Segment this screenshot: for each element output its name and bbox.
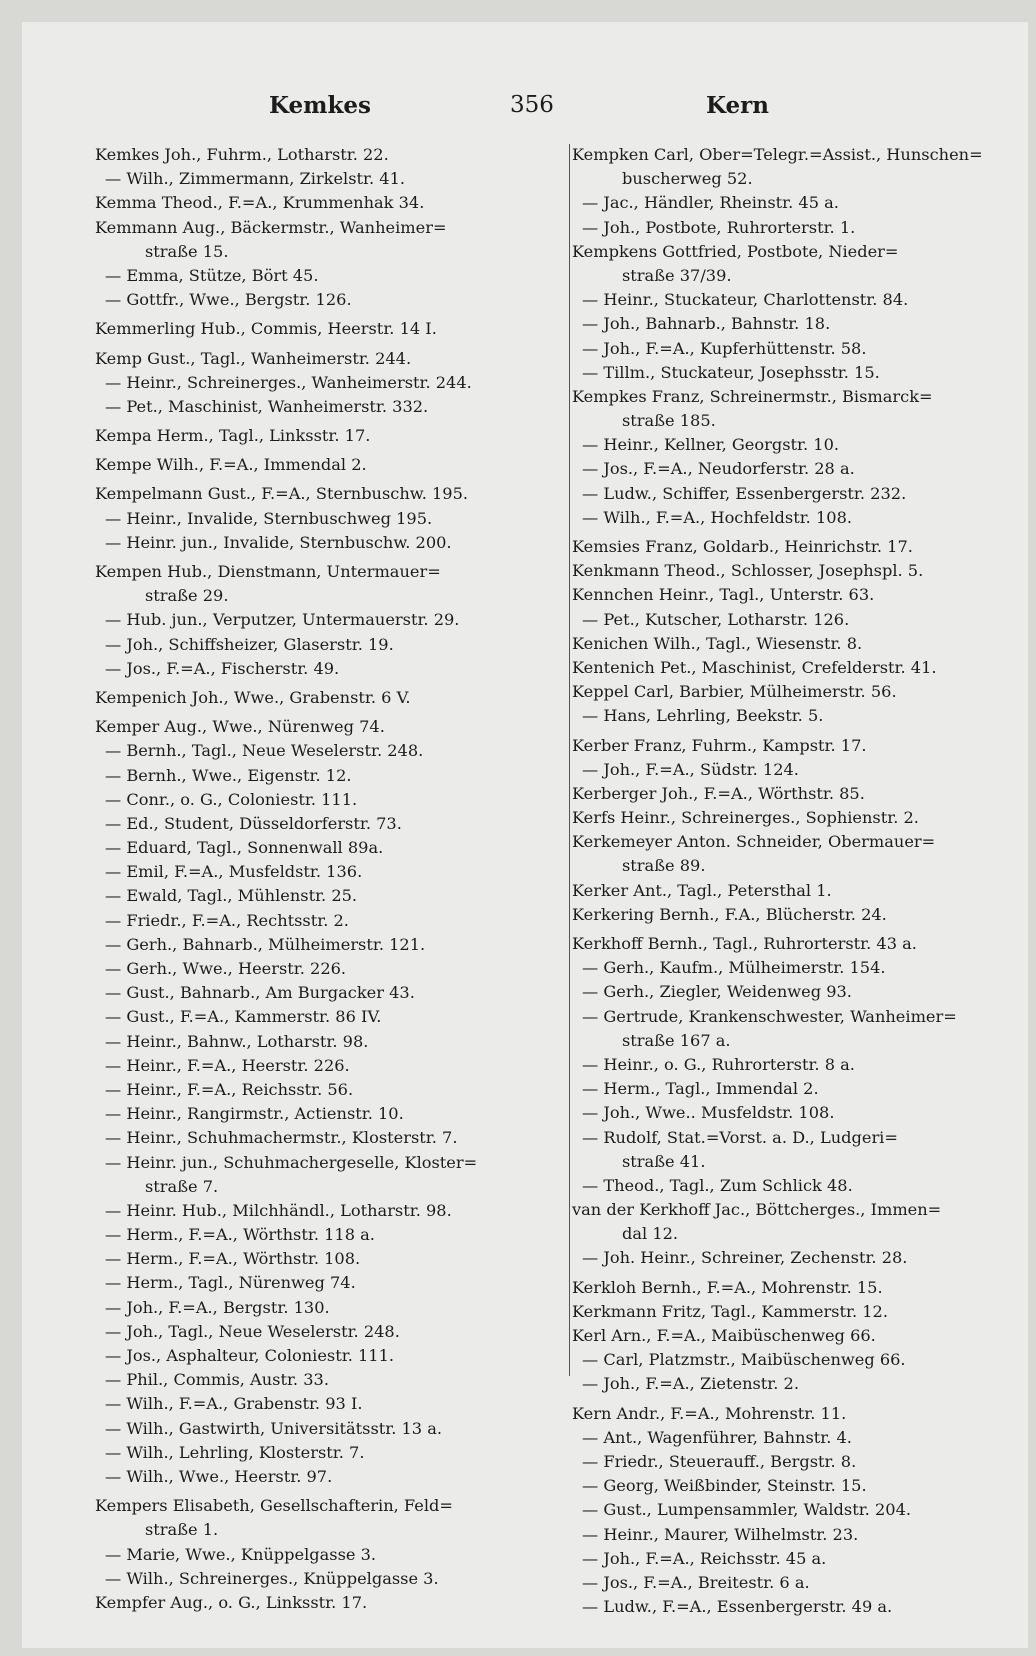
directory-entry: — Joh. Heinr., Schreiner, Zechenstr. 28.: [582, 1248, 908, 1268]
directory-entry: — Wilh., F.=A., Hochfeldstr. 108.: [582, 507, 853, 527]
directory-entry: Kempkens Gottfried, Postbote, Nieder=: [572, 241, 899, 261]
directory-entry: — Heinr. jun., Schuhmachergeselle, Kloster=: [105, 1152, 478, 1172]
directory-entry: — Ludw., F.=A., Essenbergerstr. 49 a.: [582, 1597, 893, 1617]
directory-entry: — Heinr. Hub., Milchhändl., Lotharstr. 98.: [105, 1200, 452, 1220]
directory-entry: — Emil, F.=A., Musfeldstr. 136.: [105, 862, 363, 882]
directory-entry: — Ludw., Schiffer, Essenbergerstr. 232.: [582, 483, 907, 503]
entry-continuation: straße 1.: [145, 1520, 219, 1540]
directory-entry: Kerker Ant., Tagl., Petersthal 1.: [572, 880, 832, 900]
directory-entry: — Ewald, Tagl., Mühlenstr. 25.: [105, 886, 358, 906]
column-divider: [569, 144, 570, 1376]
directory-entry: — Joh., Wwe.. Musfeldstr. 108.: [582, 1103, 835, 1123]
directory-entry: — Gust., F.=A., Kammerstr. 86 IV.: [105, 1007, 382, 1027]
directory-entry: — Tillm., Stuckateur, Josephsstr. 15.: [582, 362, 880, 382]
directory-entry: Kemma Theod., F.=A., Krummenhak 34.: [95, 193, 425, 213]
directory-entry: Kenichen Wilh., Tagl., Wiesenstr. 8.: [572, 633, 863, 653]
directory-entry: — Joh., F.=A., Reichsstr. 45 a.: [582, 1548, 827, 1568]
directory-page: [22, 22, 1028, 1648]
directory-entry: — Wilh., Zimmermann, Zirkelstr. 41.: [105, 169, 406, 189]
entry-continuation: buscherweg 52.: [622, 169, 753, 189]
directory-entry: — Ant., Wagenführer, Bahnstr. 4.: [582, 1427, 852, 1447]
directory-entry: — Marie, Wwe., Knüppelgasse 3.: [105, 1544, 377, 1564]
directory-entry: — Wilh., Lehrling, Klosterstr. 7.: [105, 1442, 365, 1462]
directory-entry: — Gertrude, Krankenschwester, Wanheimer=: [582, 1006, 957, 1026]
directory-entry: — Joh., F.=A., Südstr. 124.: [582, 759, 799, 779]
entry-continuation: straße 41.: [622, 1151, 706, 1171]
left-column: [95, 143, 565, 1615]
directory-entry: — Joh., Bahnarb., Bahnstr. 18.: [582, 314, 831, 334]
directory-entry: Kerberger Joh., F.=A., Wörthstr. 85.: [572, 783, 865, 803]
directory-entry: — Wilh., F.=A., Grabenstr. 93 I.: [105, 1394, 363, 1414]
entry-continuation: straße 29.: [145, 586, 229, 606]
directory-entry: — Heinr., Bahnw., Lotharstr. 98.: [105, 1031, 369, 1051]
directory-entry: Kerkmann Fritz, Tagl., Kammerstr. 12.: [572, 1301, 888, 1321]
directory-entry: Kenkmann Theod., Schlosser, Josephspl. 5.: [572, 561, 924, 581]
directory-entry: — Herm., F.=A., Wörthstr. 108.: [105, 1249, 361, 1269]
directory-entry: — Ed., Student, Düsseldorferstr. 73.: [105, 813, 402, 833]
directory-entry: Kemkes Joh., Fuhrm., Lotharstr. 22.: [95, 145, 389, 164]
directory-entry: — Gust., Bahnarb., Am Burgacker 43.: [105, 983, 415, 1003]
directory-entry: — Herm., Tagl., Nürenweg 74.: [105, 1273, 356, 1293]
directory-entry: Kerkhoff Bernh., Tagl., Ruhrorterstr. 43 a.: [572, 934, 917, 953]
entry-continuation: dal 12.: [622, 1224, 679, 1244]
directory-entry: — Joh., F.=A., Kupferhüttenstr. 58.: [582, 338, 867, 358]
directory-entry: Kerfs Heinr., Schreinerges., Sophienstr. 2.: [572, 808, 919, 828]
directory-entry: — Jos., F.=A., Neudorferstr. 28 a.: [582, 459, 855, 479]
directory-entry: — Jos., F.=A., Breitestr. 6 a.: [582, 1572, 810, 1592]
directory-entry: — Heinr., F.=A., Reichsstr. 56.: [105, 1079, 354, 1099]
directory-entry: — Joh., F.=A., Bergstr. 130.: [105, 1297, 330, 1317]
directory-entry: — Gerh., Ziegler, Weidenweg 93.: [582, 982, 852, 1002]
directory-entry: — Heinr., Stuckateur, Charlottenstr. 84.: [582, 290, 909, 310]
directory-entry: Kempa Herm., Tagl., Linksstr. 17.: [95, 426, 371, 446]
directory-entry: — Eduard, Tagl., Sonnenwall 89a.: [105, 838, 384, 858]
directory-entry: Kemp Gust., Tagl., Wanheimerstr. 244.: [95, 348, 412, 368]
entry-continuation: straße 167 a.: [622, 1030, 731, 1050]
directory-entry: Kemper Aug., Wwe., Nürenweg 74.: [95, 717, 385, 737]
directory-entry: — Heinr., Schreinerges., Wanheimerstr. 244.: [105, 372, 472, 392]
page-number: 356: [510, 92, 554, 118]
directory-entry: — Heinr., Schuhmachermstr., Klosterstr. 7.: [105, 1128, 458, 1148]
directory-entry: — Bernh., Tagl., Neue Weselerstr. 248.: [105, 741, 424, 761]
directory-entry: Kemsies Franz, Goldarb., Heinrichstr. 17.: [572, 537, 913, 556]
entry-continuation: straße 7.: [145, 1176, 219, 1196]
entry-continuation: straße 37/39.: [622, 265, 732, 285]
directory-entry: Kern Andr., F.=A., Mohrenstr. 11.: [572, 1403, 847, 1423]
directory-entry: — Rudolf, Stat.=Vorst. a. D., Ludgeri=: [582, 1127, 898, 1147]
directory-entry: — Joh., Postbote, Ruhrorterstr. 1.: [582, 217, 856, 237]
directory-entry: — Pet., Maschinist, Wanheimerstr. 332.: [105, 396, 429, 416]
directory-entry: — Heinr., Invalide, Sternbuschweg 195.: [105, 508, 433, 528]
directory-entry: — Heinr., Maurer, Wilhelmstr. 23.: [582, 1524, 859, 1544]
directory-entry: van der Kerkhoff Jac., Böttcherges., Immen=: [572, 1200, 942, 1220]
directory-entry: — Gerh., Wwe., Heerstr. 226.: [105, 959, 347, 978]
header-right-word: Kern: [706, 92, 769, 119]
directory-entry: — Friedr., Steuerauff., Bergstr. 8.: [582, 1451, 857, 1471]
directory-entry: Kempken Carl, Ober=Telegr.=Assist., Hunschen=: [572, 145, 983, 164]
directory-entry: — Gerh., Bahnarb., Mülheimerstr. 121.: [105, 934, 426, 954]
directory-entry: — Gottfr., Wwe., Bergstr. 126.: [105, 290, 352, 310]
directory-entry: — Bernh., Wwe., Eigenstr. 12.: [105, 765, 352, 785]
directory-entry: — Heinr., o. G., Ruhrorterstr. 8 a.: [582, 1054, 855, 1074]
directory-entry: Kerber Franz, Fuhrm., Kampstr. 17.: [572, 735, 867, 755]
directory-entry: — Jac., Händler, Rheinstr. 45 a.: [582, 193, 839, 213]
directory-entry: — Heinr., Kellner, Georgstr. 10.: [582, 435, 840, 455]
directory-entry: Kemmann Aug., Bäckermstr., Wanheimer=: [95, 217, 447, 237]
directory-entry: — Heinr., Rangirmstr., Actienstr. 10.: [105, 1104, 404, 1124]
directory-entry: — Phil., Commis, Austr. 33.: [105, 1370, 329, 1390]
directory-entry: — Theod., Tagl., Zum Schlick 48.: [582, 1175, 853, 1195]
directory-entry: Kempe Wilh., F.=A., Immendal 2.: [95, 455, 367, 475]
directory-entry: — Joh., Tagl., Neue Weselerstr. 248.: [105, 1321, 400, 1341]
directory-entry: Kerkloh Bernh., F.=A., Mohrenstr. 15.: [572, 1277, 883, 1297]
directory-entry: Keppel Carl, Barbier, Mülheimerstr. 56.: [572, 682, 897, 702]
directory-entry: Kerkemeyer Anton. Schneider, Obermauer=: [572, 832, 936, 852]
directory-entry: — Gerh., Kaufm., Mülheimerstr. 154.: [582, 958, 886, 978]
directory-entry: — Joh., Schiffsheizer, Glaserstr. 19.: [105, 634, 394, 654]
entry-continuation: straße 15.: [145, 241, 229, 261]
directory-entry: Kempen Hub., Dienstmann, Untermauer=: [95, 562, 441, 581]
directory-entry: — Carl, Platzmstr., Maibüschenweg 66.: [582, 1350, 906, 1370]
directory-entry: Kempkes Franz, Schreinermstr., Bismarck=: [572, 386, 933, 406]
directory-entry: — Herm., F.=A., Wörthstr. 118 a.: [105, 1225, 375, 1245]
directory-entry: Kerkering Bernh., F.A., Blücherstr. 24.: [572, 904, 887, 924]
page-header: [22, 92, 1028, 128]
directory-entry: — Wilh., Wwe., Heerstr. 97.: [105, 1466, 333, 1486]
directory-entry: — Pet., Kutscher, Lotharstr. 126.: [582, 609, 850, 629]
directory-entry: Kempenich Joh., Wwe., Grabenstr. 6 V.: [95, 687, 411, 707]
directory-entry: — Emma, Stütze, Bört 45.: [105, 265, 319, 285]
directory-entry: — Friedr., F.=A., Rechtsstr. 2.: [105, 910, 349, 930]
entry-continuation: straße 185.: [622, 411, 716, 431]
directory-entry: — Hans, Lehrling, Beekstr. 5.: [582, 706, 824, 726]
directory-entry: — Wilh., Gastwirth, Universitätsstr. 13 a.: [105, 1418, 443, 1438]
right-column: [572, 143, 1024, 1619]
directory-entry: Kempelmann Gust., F.=A., Sternbuschw. 195.: [95, 484, 469, 504]
directory-entry: — Jos., F.=A., Fischerstr. 49.: [105, 658, 340, 678]
directory-entry: — Conr., o. G., Coloniestr. 111.: [105, 789, 358, 809]
directory-entry: — Jos., Asphalteur, Coloniestr. 111.: [105, 1346, 395, 1365]
directory-entry: — Heinr. jun., Invalide, Sternbuschw. 200.: [105, 532, 452, 552]
directory-entry: Kempers Elisabeth, Gesellschafterin, Feld=: [95, 1496, 453, 1516]
directory-entry: Kentenich Pet., Maschinist, Crefelderstr. 41.: [572, 657, 937, 677]
directory-entry: — Joh., F.=A., Zietenstr. 2.: [582, 1374, 799, 1394]
directory-entry: — Georg, Weißbinder, Steinstr. 15.: [582, 1476, 867, 1496]
directory-entry: — Gust., Lumpensammler, Waldstr. 204.: [582, 1500, 912, 1520]
directory-entry: Kemmerling Hub., Commis, Heerstr. 14 I.: [95, 319, 437, 339]
directory-entry: — Wilh., Schreinerges., Knüppelgasse 3.: [105, 1568, 439, 1588]
directory-entry: Kempfer Aug., o. G., Linksstr. 17.: [95, 1592, 368, 1612]
directory-entry: — Herm., Tagl., Immendal 2.: [582, 1079, 819, 1099]
header-left-word: Kemkes: [269, 92, 371, 119]
directory-entry: Kerl Arn., F.=A., Maibüschenweg 66.: [572, 1326, 876, 1345]
entry-continuation: straße 89.: [622, 856, 706, 876]
directory-entry: — Heinr., F.=A., Heerstr. 226.: [105, 1055, 350, 1075]
directory-entry: Kennchen Heinr., Tagl., Unterstr. 63.: [572, 585, 875, 605]
directory-entry: — Hub. jun., Verputzer, Untermauerstr. 29.: [105, 610, 460, 630]
